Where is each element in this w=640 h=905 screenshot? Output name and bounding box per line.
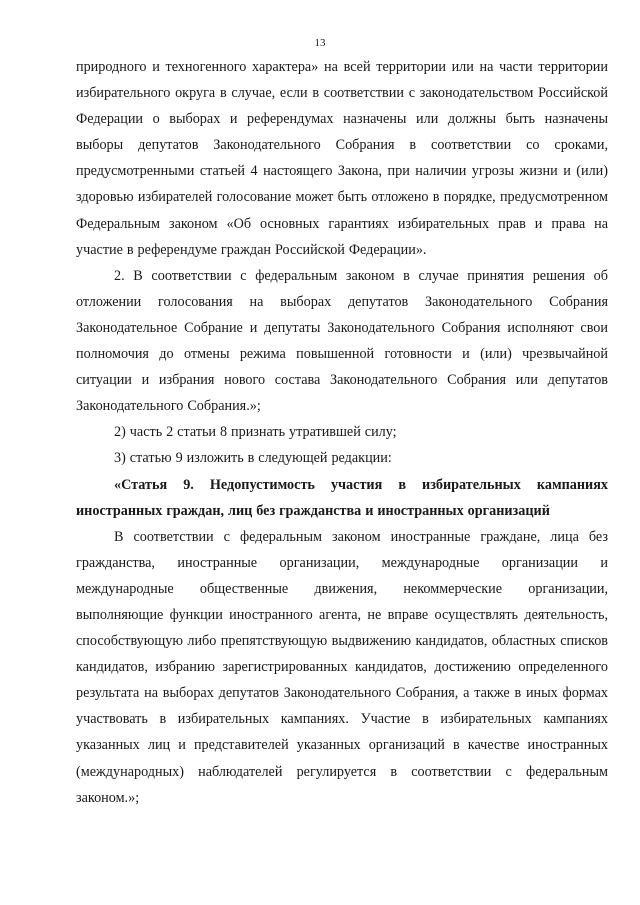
article-9-heading: «Статья 9. Недопустимость участия в избирательных кампаниях иностранных граждан, лиц без гражданства и иностранных организаций [76, 476, 608, 519]
page-number: 13 [314, 37, 326, 49]
paragraph-continuation: природного и техногенного характера» на всей территории или на части территории избирательного округа в случае, если в соответствии с законодательством Российской Федерации о выборах и референдумах назначены или должны быть назначены выборы депутатов Законодательного Собрания в соответствии со сроками, предусмотренными статьей 4 настоящего Закона, при наличии угрозы жизни и (или) здоровью избирателей голосование может быть отложено в порядке, предусмотренном Федеральным законом «Об основных гарантиях избирательных прав и права на участие в референдуме граждан Российской Федерации». [76, 59, 608, 258]
paragraph-clause-2: 2. В соответствии с федеральным законом в случае принятия решения об отложении голосования на выборах депутатов Законодательного Собрания Законодательное Собрание и депутаты Законодательного Собрания исполняют свои полномочия до отмены режима повышенной готовности и (или) чрезвычайной ситуации и избрания нового состава Законодательного Собрания или депутатов Законодательного Собрания.»; [76, 267, 608, 415]
article-9-text: В соответствии с федеральным законом иностранные граждане, лица без гражданства, иностранные организации, международные организации и международные общественные движения, некоммерческие организации, выполняющие функции иностранного агента, не вправе осуществлять деятельность, способствующую либо препятствующую выдвижению кандидатов, областных списков кандидатов, избранию зарегистрированных кандидатов, достижению определенного результата на выборах депутатов Законодательного Собрания, а также в иных формах участвовать в избирательных кампаниях. Участие в избирательных кампаниях указанных лиц и представителей указанных организаций в качестве иностранных (международных) наблюдателей регулируется в соответствии с федеральным законом.»; [76, 528, 608, 806]
document-body [76, 54, 608, 811]
paragraph-item-3: 3) статью 9 изложить в следующей редакции: [114, 450, 392, 467]
paragraph-item-2: 2) часть 2 статьи 8 признать утратившей силу; [114, 424, 397, 441]
